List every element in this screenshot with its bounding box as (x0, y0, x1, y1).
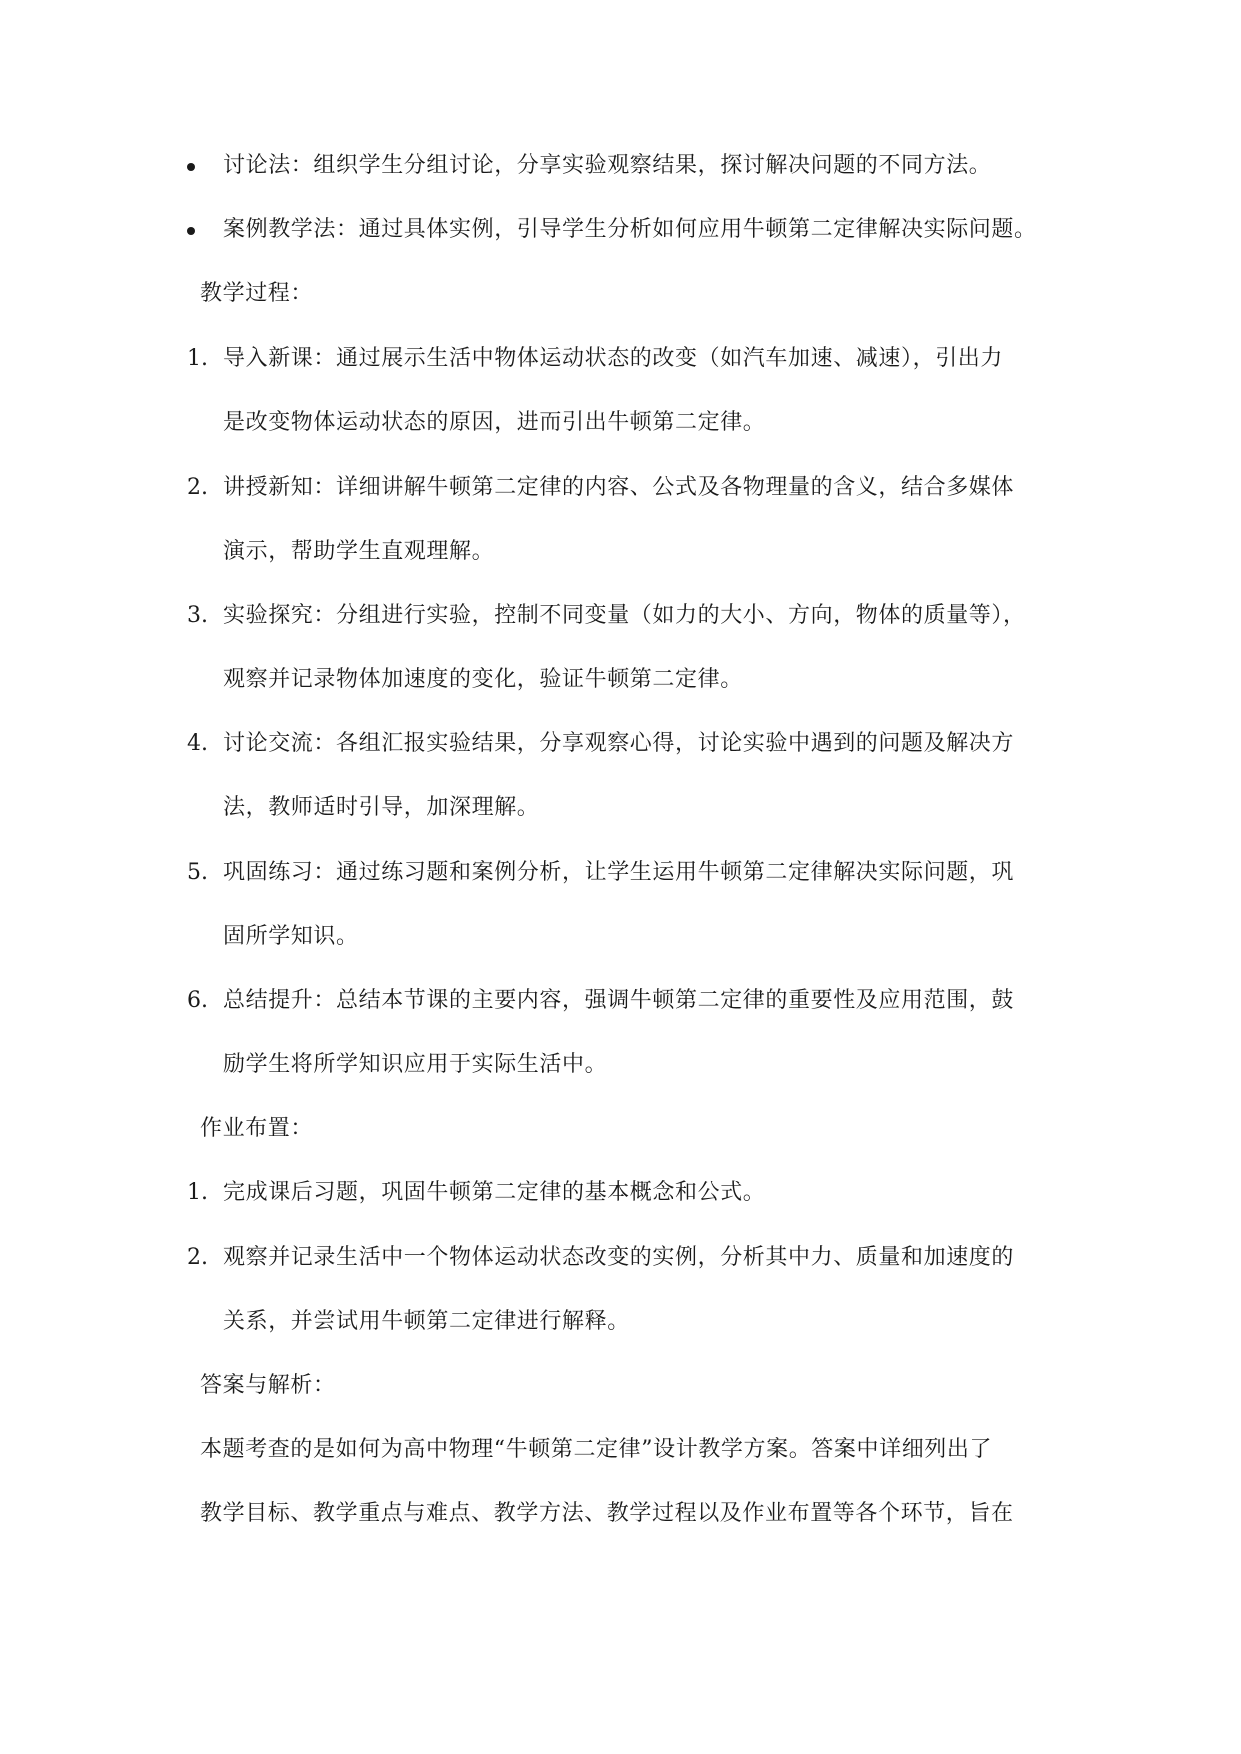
list-item-line: 实验探究：分组进行实验，控制不同变量（如力的大小、方向，物体的质量等）， (223, 603, 1026, 628)
bullet-marker (187, 227, 195, 235)
list-item-line: 观察并记录生活中一个物体运动状态改变的实例，分析其中力、质量和加速度的 (223, 1245, 1015, 1270)
list-number: 6. (187, 988, 208, 1013)
bullet-marker (187, 163, 195, 171)
list-item-line: 关系，并尝试用牛顿第二定律进行解释。 (223, 1309, 630, 1334)
list-item-line: 法，教师适时引导，加深理解。 (223, 795, 540, 820)
list-number: 4. (187, 731, 208, 756)
list-item-line: 导入新课：通过展示生活中物体运动状态的改变（如汽车加速、减速），引出力 (223, 346, 1004, 371)
list-item-line: 讨论交流：各组汇报实验结果，分享观察心得，讨论实验中遇到的问题及解决方 (223, 731, 1015, 756)
bullet-item: 案例教学法：通过具体实例，引导学生分析如何应用牛顿第二定律解决实际问题。 (223, 217, 1037, 242)
list-item-line: 总结提升：总结本节课的主要内容，强调牛顿第二定律的重要性及应用范围，鼓 (223, 988, 1015, 1013)
section-heading-homework: 作业布置： (200, 1116, 314, 1141)
section-heading-process: 教学过程： (200, 281, 314, 306)
bullet-item: 讨论法：组织学生分组讨论，分享实验观察结果，探讨解决问题的不同方法。 (223, 153, 992, 178)
list-item-line: 观察并记录物体加速度的变化，验证牛顿第二定律。 (223, 667, 743, 692)
list-item-line: 演示，帮助学生直观理解。 (223, 539, 495, 564)
list-item-line: 完成课后习题，巩固牛顿第二定律的基本概念和公式。 (223, 1180, 766, 1205)
list-item-line: 励学生将所学知识应用于实际生活中。 (223, 1052, 608, 1077)
paragraph-line: 教学目标、教学重点与难点、教学方法、教学过程以及作业布置等各个环节，旨在 (200, 1501, 1014, 1526)
list-number: 1. (187, 1180, 208, 1205)
list-item-line: 讲授新知：详细讲解牛顿第二定律的内容、公式及各物理量的含义，结合多媒体 (223, 475, 1015, 500)
list-item-line: 巩固练习：通过练习题和案例分析，让学生运用牛顿第二定律解决实际问题，巩 (223, 860, 1015, 885)
list-number: 1. (187, 346, 208, 371)
list-number: 2. (187, 1245, 208, 1270)
section-heading-answer: 答案与解析： (200, 1373, 336, 1398)
list-item-line: 固所学知识。 (223, 924, 359, 949)
list-number: 5. (187, 860, 208, 885)
list-number: 3. (187, 603, 208, 628)
paragraph-line: 本题考查的是如何为高中物理“牛顿第二定律”设计教学方案。答案中详细列出了 (200, 1437, 993, 1462)
list-number: 2. (187, 475, 208, 500)
list-item-line: 是改变物体运动状态的原因，进而引出牛顿第二定律。 (223, 410, 766, 435)
